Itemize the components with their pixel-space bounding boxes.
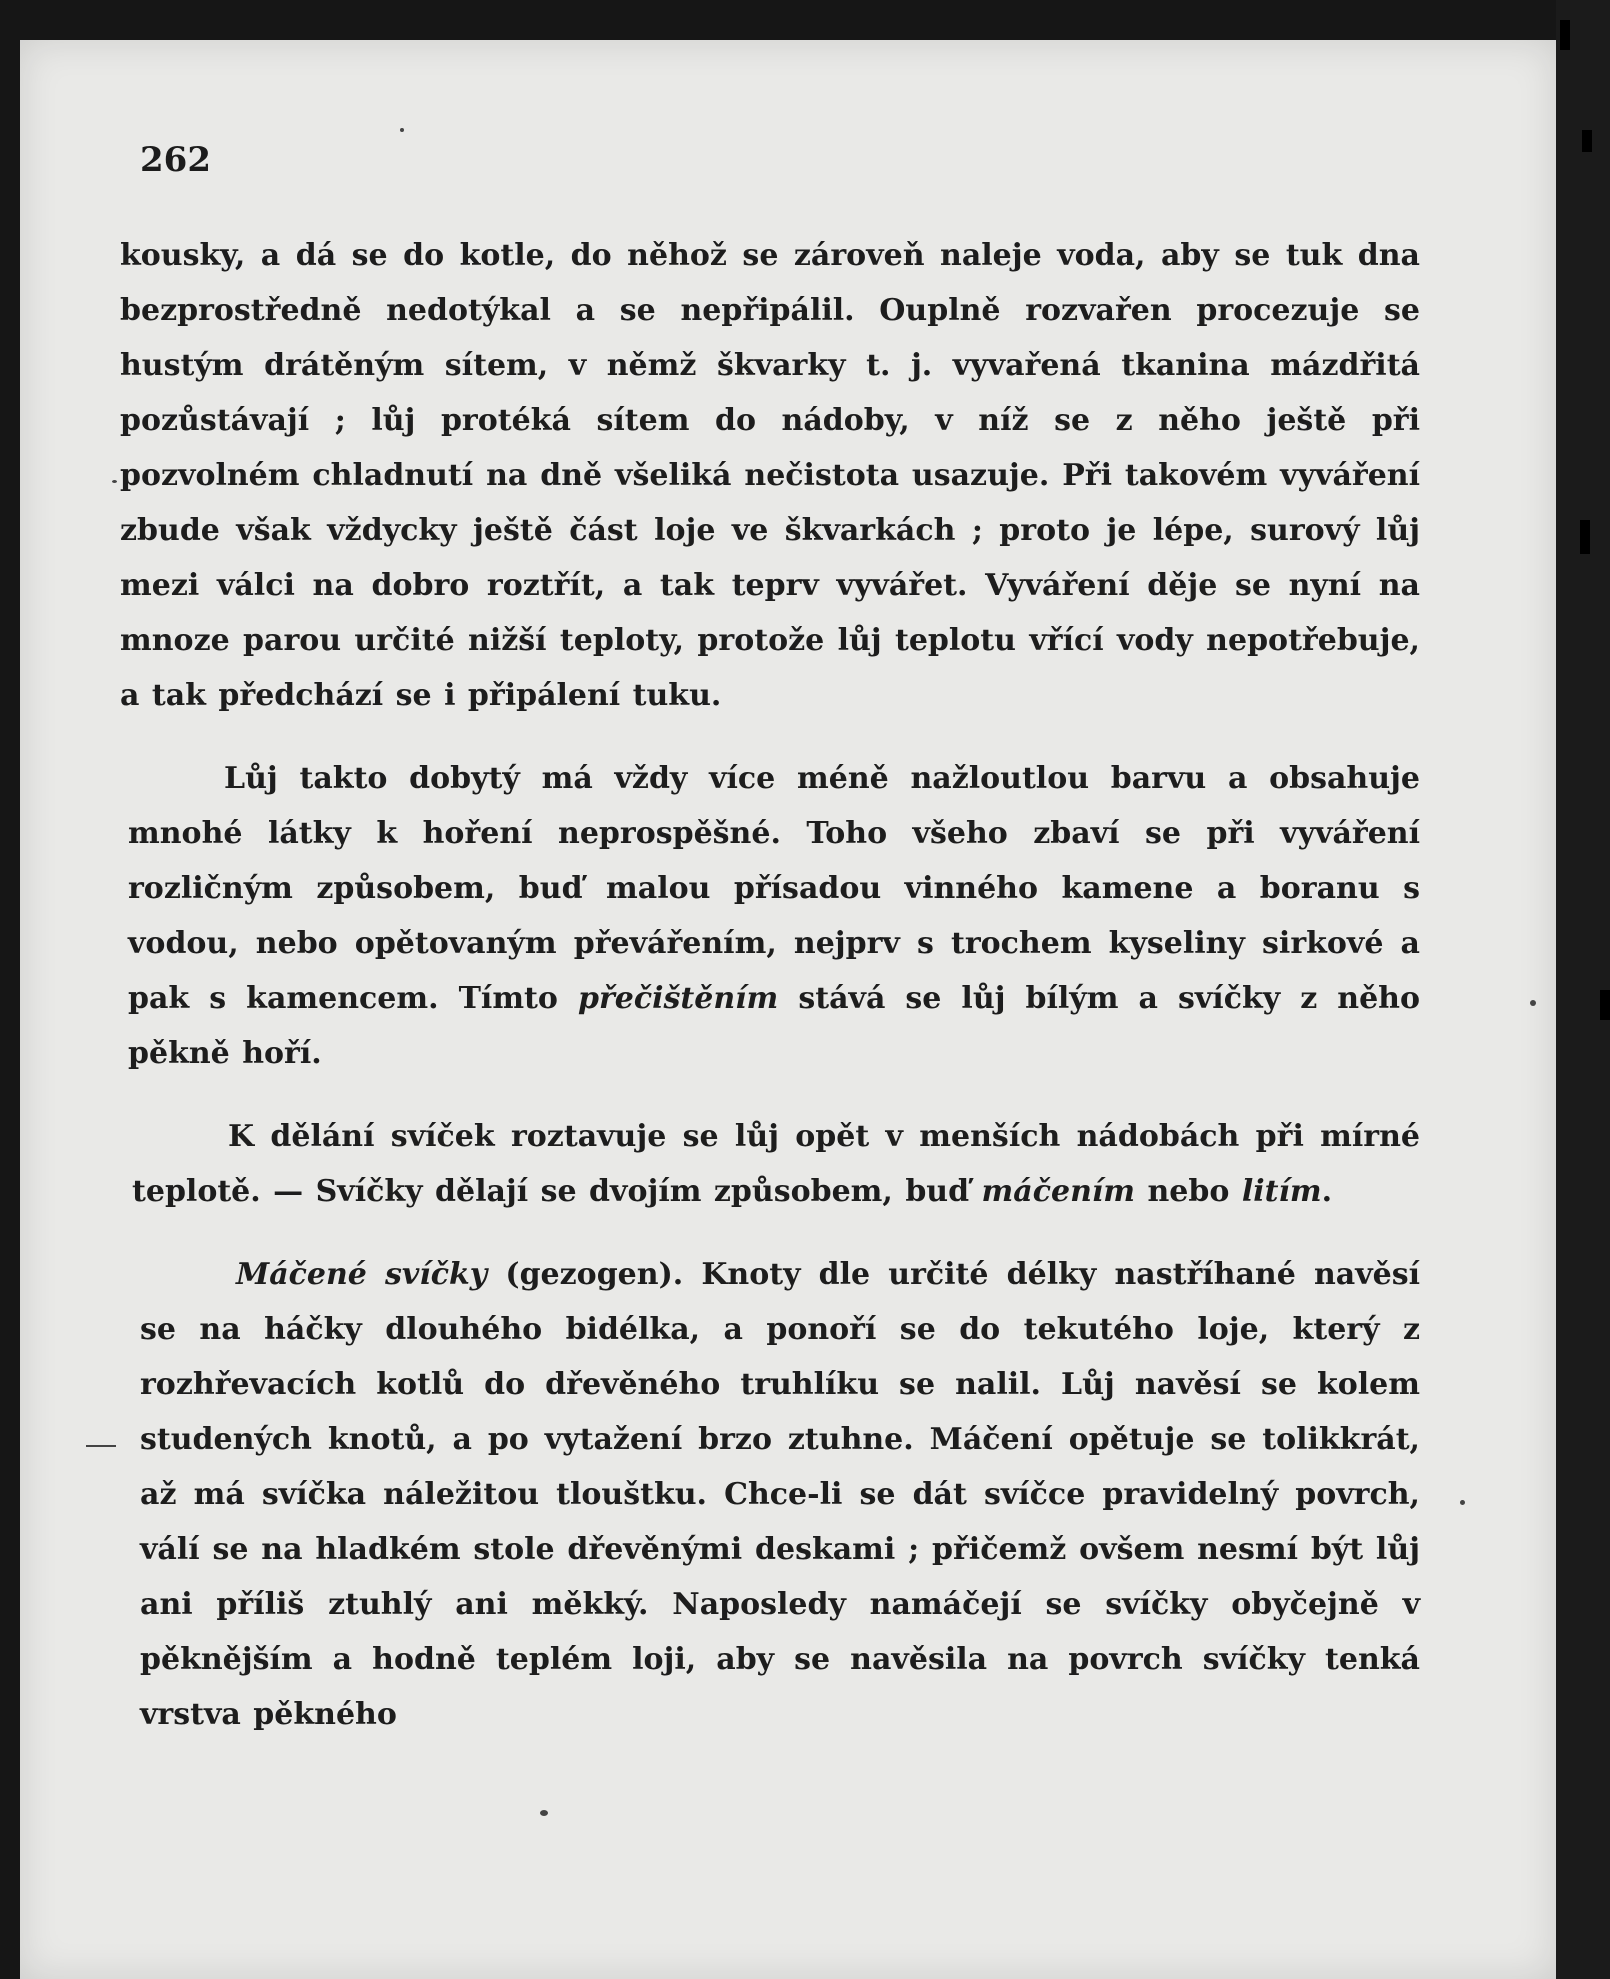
paragraph-1: [120, 228, 1420, 723]
scan-speck: [86, 1445, 116, 1447]
book-page: [20, 40, 1556, 1979]
paragraph-4-emphasis: Máčené svíčky: [236, 1257, 488, 1292]
scan-speck: [112, 480, 117, 483]
body-text: [120, 228, 1420, 1742]
scan-speck: [1460, 1500, 1465, 1505]
scan-edge-mark: [1580, 520, 1590, 554]
paragraph-3-emphasis: máčením: [981, 1174, 1136, 1209]
paragraph-3-emphasis-2: litím: [1241, 1174, 1322, 1209]
scan-speck: [540, 1810, 548, 1816]
scan-edge-mark: [1560, 20, 1570, 50]
scan-speck: [1530, 1000, 1536, 1006]
paragraph-4-text: (gezogen). Knoty dle určité délky nastříhané navěsí se na háčky dlouhého bidélka, a ponoří se do tekutého loje, který z rozhřevacích kotlů do dřevěného truhlíku se nalil. Lůj navěsí se kolem studených knotů, a po vytažení brzo ztuhne. Máčení opětuje se tolikkrát, až má svíčka náležitou tlouštku. Chce-li se dát svíčce pravidelný povrch, válí se na hladkém stole dřevěnými deskami ; přičemž ovšem nesmí být lůj ani příliš ztuhlý ani měkký. Naposledy namáčejí se svíčky obyčejně v pěknějším a hodně teplém loji, aby se navěsila na povrch svíčky tenká vrstva pěkného: [140, 1257, 1420, 1732]
scan-edge-mark: [1600, 990, 1610, 1020]
paragraph-3-text: K dělání svíček roztavuje se lůj opět v menších nádobách při mírné teplotě. — Svíčky dělají se dvojím způsobem, buď: [132, 1119, 1420, 1209]
paragraph-2-tail: stává se lůj bílým a svíčky z něho pěkně hoří.: [128, 981, 1420, 1071]
paragraph-4: [140, 1247, 1420, 1742]
scan-speck: [400, 128, 404, 132]
paragraph-2-emphasis: přečištěním: [577, 981, 779, 1016]
scan-edge-mark: [1582, 130, 1592, 152]
page-number: 262: [140, 140, 211, 180]
paragraph-3: [132, 1109, 1420, 1219]
paragraph-3-tail: .: [1321, 1174, 1333, 1209]
paragraph-2: [128, 751, 1420, 1081]
paragraph-1-text: kousky, a dá se do kotle, do něhož se zároveň naleje voda, aby se tuk dna bezprostředně nedotýkal a se nepřipálil. Ouplně rozvařen procezuje se hustým drátěným sítem, v němž škvarky t. j. vyvařená tkanina mázdřitá pozůstávají ; lůj protéká sítem do nádoby, v níž se z něho ještě při pozvolném chladnutí na dně všeliká nečistota usazuje. Při takovém vyváření zbude však vždycky ještě část loje ve škvarkách ; proto je lépe, surový lůj mezi válci na dobro roztřít, a tak teprv vyvářet. Vyváření děje se nyní na mnoze parou určité nižší teploty, protože lůj teplotu vřící vody nepotřebuje, a tak předchází se i připálení tuku.: [120, 238, 1420, 713]
paragraph-2-text: Lůj takto dobytý má vždy více méně nažloutlou barvu a obsahuje mnohé látky k hoření neprospěšné. Toho všeho zbaví se při vyváření rozličným způsobem, buď malou přísadou vinného kamene a boranu s vodou, nebo opětovaným převářením, nejprv s trochem kyseliny sirkové a pak s kamencem. Tímto: [128, 761, 1420, 1016]
paragraph-3-middle: nebo: [1135, 1174, 1242, 1209]
